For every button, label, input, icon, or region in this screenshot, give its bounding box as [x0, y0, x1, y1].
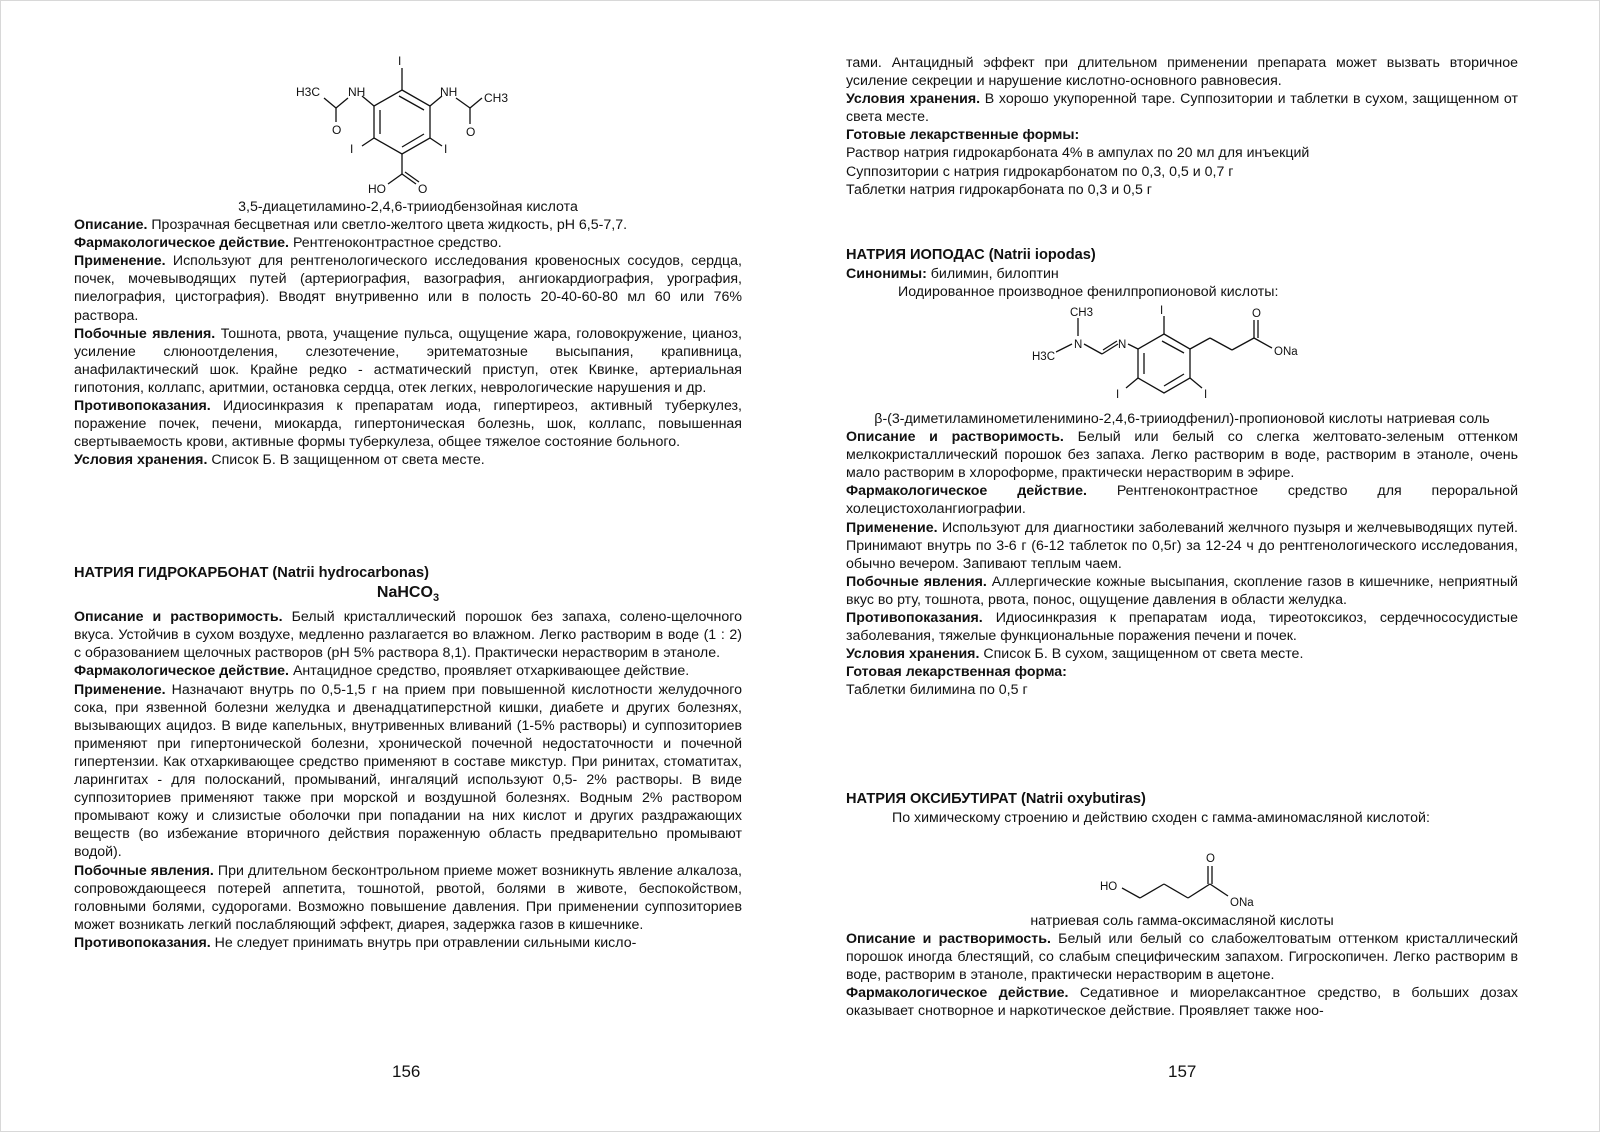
- left-page: [74, 0, 742, 1132]
- label: Противопоказания.: [846, 610, 983, 627]
- label: Применение.: [74, 253, 166, 270]
- paragraph-continued: тами. Антацидный эффект при длительном применении препарата может вызвать вторичное усиление секреции и нарушение кислотно-основного равновесия.: [846, 55, 1518, 90]
- form-item: Таблетки билимина по 0,5 г: [846, 682, 1028, 699]
- text: При длительном бесконтрольном приеме может возникнуть явление алкалоза, сопровождающееся потерей аппетита, тошнотой, рвотой, болями в животе, беспокойством, головными болями, судорогами. Возможно повышение давления. При применении суппозиториев может возникать легкий послабляющий эффект, диарея, задержка газов в кишечнике.: [74, 862, 742, 933]
- label: Описание.: [74, 217, 148, 234]
- atom-label: ONa: [1274, 346, 1298, 358]
- text: Используют для рентгенологического исследования кровеносных сосудов, сердца, почек, мочевыводящих путей (артериография, вазография, ангиокардиография, урография, пиелография, цистография). Вводят внутривенно или в полость 20-40-60-80 мл 60 или 76% раствора.: [74, 253, 742, 324]
- label: Противопоказания.: [74, 934, 211, 951]
- atom-label: NH: [348, 85, 366, 99]
- label: Готовая лекарственная форма:: [846, 664, 1067, 681]
- label: Применение.: [846, 519, 938, 536]
- atom-label: I: [1116, 389, 1120, 401]
- atom-label: HO: [1100, 881, 1118, 893]
- paragraph-storage: [846, 90, 1518, 126]
- article-sodium-oxybutyrate: [846, 790, 1518, 827]
- paragraph-application: [74, 252, 742, 324]
- text: Белый или белый со слегка желтовато-зеленым оттенком мелкокристаллический порошок без запаха. Легко растворим в воде, растворим в этаноле, очень мало растворим в хлороформе, практически нерастворим в эфире.: [846, 429, 1518, 482]
- formula-main: NaHCO: [376, 584, 433, 601]
- text: Белый кристаллический порошок без запаха, солено-щелочного вкуса. Устойчив в сухом воздухе, медленно разлагается во влажном. Легко растворим в воде (1 : 2) с образованием щелочных растворов (pH 5% раствора 8,1). Практически нерастворим в этаноле.: [74, 609, 742, 662]
- form-item: Таблетки натрия гидрокарбоната по 0,3 и 0,5 г: [846, 181, 1152, 198]
- atom-label: O: [1206, 853, 1215, 865]
- paragraph-side-effects: [74, 862, 742, 934]
- label: Синонимы:: [846, 266, 927, 282]
- structure-caption: β-(3-диметиламинометиленимино-2,4,6-трииодфенил)-пропионовой кислоты натриевая соль: [874, 411, 1490, 427]
- paragraph-description: [74, 608, 742, 662]
- paragraph-contraindications: [74, 934, 742, 952]
- label: Условия хранения.: [846, 91, 981, 108]
- atom-label: I: [444, 142, 448, 156]
- text: Седативное и миорелаксантное средство, в больших дозах оказывает снотворное и наркотическое действие. Проявляет также ноо-: [846, 985, 1518, 1020]
- atom-label: O: [332, 123, 342, 137]
- text: Рентгеноконтрастное средство.: [292, 235, 502, 252]
- oxybutyrate-structure: [1096, 850, 1266, 914]
- section-heading: НАТРИЯ ОКСИБУТИРАТ (Natrii oxybutiras): [846, 791, 1146, 807]
- synonyms: [846, 265, 1518, 283]
- text: В хорошо укупоренной таре. Суппозитории и таблетки в сухом, защищенном от света месте.: [846, 91, 1518, 126]
- text: билимин, билоптин: [930, 266, 1059, 282]
- text: Прозрачная бесцветная или светло-желтого цвета жидкость, pH 6,5-7,7.: [151, 217, 628, 234]
- text: Назначают внутрь по 0,5-1,5 г на прием при повышенной кислотности желудочного сока, при язвенной болезни желудка и двенадцатиперстной кишки, диабете и других болезнях, вызывающих ацидоз. В виде капельных, внутривенных вливаний (1-5% растворы) и суппозиториев применяют при гипертонической болезни, хронической почечной недостаточности и почечной гипертензии. Как отхаркивающее средство применяют в составе микстур. При ринитах, стоматитах, ларингитах - для полосканий, промываний, ингаляций используют 0,5- 2% растворы. В виде суппозиториев применяют также при морской и воздушной болезнях. Водным 2% раствором промывают кожу и слизистые оболочки при попадании на них кислот и других раздражающих веществ (во избежание вторичного действия пораженную область предварительно промывают водой).: [74, 681, 742, 861]
- paragraph-description: [74, 216, 742, 234]
- label: Описание и растворимость.: [846, 429, 1064, 446]
- label: Противопоказания.: [74, 398, 211, 415]
- page-number: 157: [1168, 1062, 1197, 1081]
- structure-intro: По химическому строению и действию сходен с гамма-аминомасляной кислотой:: [892, 810, 1430, 826]
- atom-label: O: [418, 182, 428, 196]
- text: Белый или белый со слабожелтоватым оттенком кристаллический порошок иногда блестящий, со слабым специфическим запахом. Гигроскопичен. Легко растворим в воде, растворим в этаноле, практически нерастворим в ацетоне.: [846, 931, 1518, 984]
- atom-label: H3C: [1032, 351, 1056, 363]
- text: Рентгеноконтрастное средство для пероральной холецистохолангиографии.: [846, 483, 1518, 518]
- text: Используют для диагностики заболеваний желчного пузыря и желчевыводящих путей. Принимают внутрь по 3-6 г (6-12 таблеток по 0,5г) за 12-24 ч до рентгенологического исследования, обычно вечером. Запивают теплым чаем.: [846, 519, 1518, 572]
- atom-label: N: [1074, 339, 1083, 351]
- label: Описание и растворимость.: [846, 931, 1051, 948]
- text: Идиосинкразия к препаратам иода, гипертиреоз, активный туберкулез, поражение почек, печени, миокарда, гипертоническая болезнь, шок, коллапс, повышенная свертываемость крови, активные формы туберкулеза, общее тяжелое состояние больного.: [74, 398, 742, 451]
- article-sodium-iopodate: [846, 246, 1518, 301]
- label: Фармакологическое действие.: [74, 663, 290, 680]
- label: Фармакологическое действие.: [846, 483, 1087, 500]
- text: Тошнота, рвота, учащение пульса, ощущение жара, головокружение, цианоз, усиление слюноотделения, слезотечение, эритематозные высыпания, крапивница, анафилактический шок. Крайне редко - астматический приступ, отек Квинке, артериальная гипотония, коллапс, аритмии, остановка сердца, отек легких, неврологические нарушения и др.: [74, 325, 742, 396]
- paragraph-application: [846, 519, 1518, 573]
- forms-heading: [846, 126, 1518, 144]
- article-sodium-bicarbonate-continued: [846, 54, 1518, 199]
- label: Описание и растворимость.: [74, 609, 283, 626]
- atom-label: ONa: [1230, 897, 1254, 909]
- paragraph-side-effects: [74, 325, 742, 397]
- text: Не следует принимать внутрь при отравлении сильными кисло-: [214, 934, 637, 951]
- structure-caption: 3,5-диацетиламино-2,4,6-трииодбензойная кислота: [238, 199, 578, 215]
- structure-intro: Иодированное производное фенилпропионовой кислоты:: [898, 284, 1279, 301]
- atom-label: I: [398, 54, 402, 68]
- form-item: Раствор натрия гидрокарбоната 4% в ампулах по 20 мл для инъекций: [846, 145, 1310, 162]
- paragraph-contraindications: [74, 397, 742, 451]
- atom-label: H3C: [296, 85, 321, 99]
- paragraph-description: [846, 428, 1518, 482]
- text: Антацидное средство, проявляет отхаркивающее действие.: [292, 663, 690, 680]
- page-number: 156: [392, 1062, 421, 1081]
- atom-label: I: [1160, 305, 1164, 317]
- label: Применение.: [74, 681, 166, 698]
- atom-label: CH3: [484, 91, 509, 105]
- paragraph-pharmacology: [74, 234, 742, 252]
- formula-subscript: 3: [432, 592, 440, 605]
- text: Идиосинкразия к препаратам иода, тиреотоксикоз, сердечнососудистые заболевания, тяжелые функциональные поражения печени и почек.: [846, 610, 1518, 645]
- label: Условия хранения.: [74, 452, 208, 469]
- label: Условия хранения.: [846, 646, 980, 663]
- form-item: Суппозитории с натрия гидрокарбонатом по 0,3, 0,5 и 0,7 г: [846, 163, 1234, 180]
- label: Фармакологическое действие.: [846, 985, 1069, 1002]
- label: Готовые лекарственные формы:: [846, 127, 1080, 144]
- paragraph-application: [74, 681, 742, 862]
- right-page: [846, 0, 1518, 1132]
- atom-label: O: [1252, 308, 1261, 320]
- paragraph-contraindications: [846, 609, 1518, 645]
- article-sodium-oxybutyrate-body: [846, 912, 1518, 1021]
- section-heading: НАТРИЯ ГИДРОКАРБОНАТ (Natrii hydrocarbonas): [74, 565, 429, 581]
- text: Аллергические кожные высыпания, скопление газов в кишечнике, неприятный вкус во рту, тошнота, рвота, понос, ощущение давления в области желудка.: [846, 573, 1518, 608]
- text: Список Б. В сухом, защищенном от света месте.: [983, 646, 1304, 663]
- label: Побочные явления.: [846, 573, 987, 590]
- article-triiodobenzoic: [74, 198, 742, 469]
- triiodobenzoic-acid-structure: [284, 52, 554, 202]
- paragraph-side-effects: [846, 573, 1518, 609]
- label: Побочные явления.: [74, 325, 216, 342]
- atom-label: O: [466, 125, 476, 139]
- section-heading: НАТРИЯ ИОПОДАС (Natrii iopodas): [846, 247, 1096, 263]
- atom-label: CH3: [1070, 307, 1094, 319]
- label: Фармакологическое действие.: [74, 235, 290, 252]
- structure-caption: натриевая соль гамма-оксимасляной кислоты: [1030, 913, 1334, 929]
- chemical-formula: [74, 583, 742, 608]
- paragraph-pharmacology: [74, 662, 742, 680]
- atom-label: HO: [368, 182, 386, 196]
- paragraph-storage: [74, 451, 742, 469]
- label: Побочные явления.: [74, 862, 214, 879]
- form-heading: [846, 663, 1518, 681]
- atom-label: I: [1204, 389, 1208, 401]
- iopodate-structure: [1032, 304, 1352, 408]
- article-sodium-iopodate-body: [846, 410, 1518, 700]
- paragraph-storage: [846, 645, 1518, 663]
- text: Список Б. В защищенном от света месте.: [211, 452, 485, 469]
- paragraph-pharmacology: [846, 482, 1518, 518]
- atom-label: NH: [440, 85, 458, 99]
- paragraph-description: [846, 930, 1518, 984]
- article-sodium-bicarbonate: [74, 564, 742, 952]
- atom-label: N: [1118, 339, 1127, 351]
- paragraph-pharmacology: [846, 984, 1518, 1020]
- atom-label: I: [350, 142, 354, 156]
